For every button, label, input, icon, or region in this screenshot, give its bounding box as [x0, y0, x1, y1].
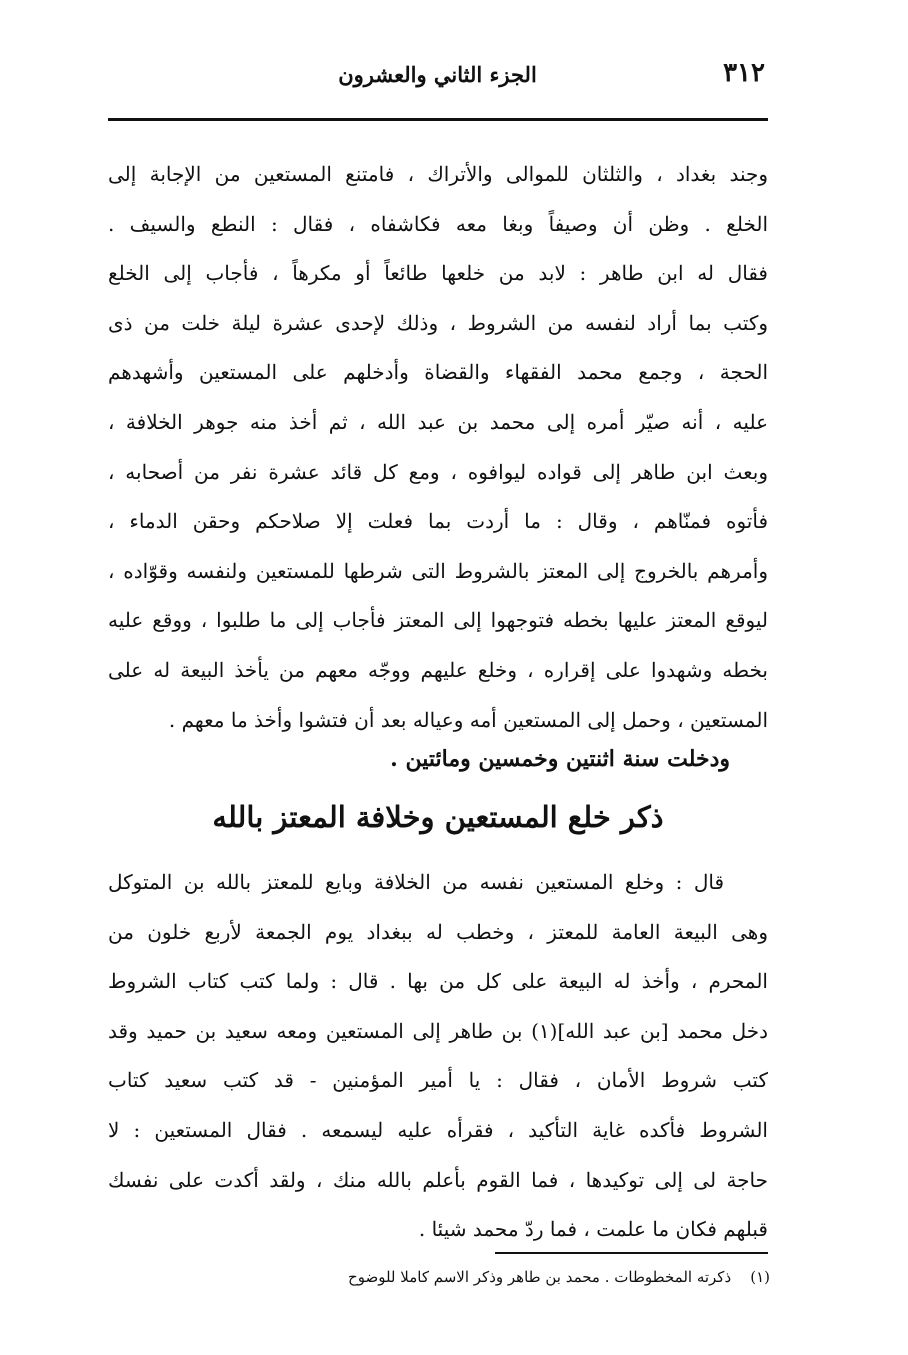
footnote — [200, 1268, 770, 1286]
text-line: وهى البيعة العامة للمعتز ، وخطب له ببغداد يوم الجمعة لأربع خلون من — [108, 919, 768, 944]
running-head: الجزء الثاني والعشرون — [338, 62, 537, 87]
year-line-text: ودخلت سنة اثنتين وخمسين ومائتين . — [390, 746, 730, 772]
page-header — [110, 58, 765, 98]
text-line: حاجة لى إلى توكيدها ، فما القوم بأعلم بالله منك ، ولقد أكدت على نفسك — [108, 1167, 768, 1192]
footnote-marker: (١) — [750, 1268, 770, 1286]
body-paragraph-1 — [108, 150, 768, 745]
text-line: دخل محمد [بن عبد الله](١) بن طاهر إلى المستعين ومعه سعيد بن حميد وقد — [108, 1018, 768, 1043]
text-line: فأتوه فمنّاهم ، وقال : ما أردت بما فعلت إلا صلاحكم وحقن الدماء ، — [108, 509, 768, 534]
text-line: وكتب بما أراد لنفسه من الشروط ، وذلك لإحدى عشرة ليلة خلت من ذى — [108, 310, 768, 335]
text-line: قبلهم فكان ما علمت ، فما ردّ محمد شيئا . — [418, 1217, 768, 1242]
text-line: ليوقع المعتز عليها بخطه فتوجهوا إلى المعتز فأجاب إلى ما طلبوا ، ووقع عليه — [108, 608, 768, 633]
page-number: ٣١٢ — [723, 58, 765, 88]
text-line: وبعث ابن طاهر إلى قواده ليوافوه ، ومع كل قائد عشرة نفر من أصحابه ، — [108, 459, 768, 484]
text-line: وجند بغداد ، والثلثان للموالى والأتراك ، فامتنع المستعين من الإجابة إلى — [108, 162, 768, 186]
text-line: قال : وخلع المستعين نفسه من الخلافة وبايع للمعتز بالله بن المتوكل — [108, 870, 724, 894]
header-rule — [108, 118, 768, 121]
text-line: فقال له ابن طاهر : لابد من خلعها طائعاً أو مكرهاً ، فأجاب إلى الخلع — [108, 261, 768, 286]
text-line: وأمرهم بالخروج إلى المعتز بالشروط التى شرطها للمستعين ولنفسه وقوّاده ، — [108, 558, 768, 583]
text-line: كتب شروط الأمان ، فقال : يا أمير المؤمنين - قد كتب سعيد كتاب — [108, 1068, 768, 1093]
footnote-text: ذكرته المخطوطات . محمد بن طاهر وذكر الاسم كاملا للوضوح — [348, 1268, 732, 1286]
text-line: عليه ، أنه صيّر أمره إلى محمد بن عبد الله ، ثم أخذ منه جوهر الخلافة ، — [108, 409, 768, 434]
text-line: بخطه وشهدوا على إقراره ، وخلع عليهم ووجّه معهم من يأخذ البيعة له على — [108, 657, 768, 682]
text-line: المستعين ، وحمل إلى المستعين أمه وعياله بعد أن فتشوا وأخذ ما معهم . — [168, 707, 768, 732]
body-paragraph-2 — [108, 858, 768, 1255]
text-line: الحجة ، وجمع محمد الفقهاء والقضاة وأدخلهم على المستعين وأشهدهم — [108, 360, 768, 385]
text-line: الشروط فأكده غاية التأكيد ، فقرأه عليه ليسمعه . فقال المستعين : لا — [108, 1117, 768, 1142]
year-line — [108, 746, 768, 772]
text-line: الخلع . وظن أن وصيفاً وبغا معه فكاشفاه ، فقال : النطع والسيف . — [108, 211, 768, 236]
footnote-rule — [495, 1252, 768, 1254]
section-heading: ذكر خلع المستعين وخلافة المعتز بالله — [212, 800, 664, 834]
text-line: المحرم ، وأخذ له البيعة على كل من بها . قال : ولما كتب كتاب الشروط — [108, 969, 768, 994]
